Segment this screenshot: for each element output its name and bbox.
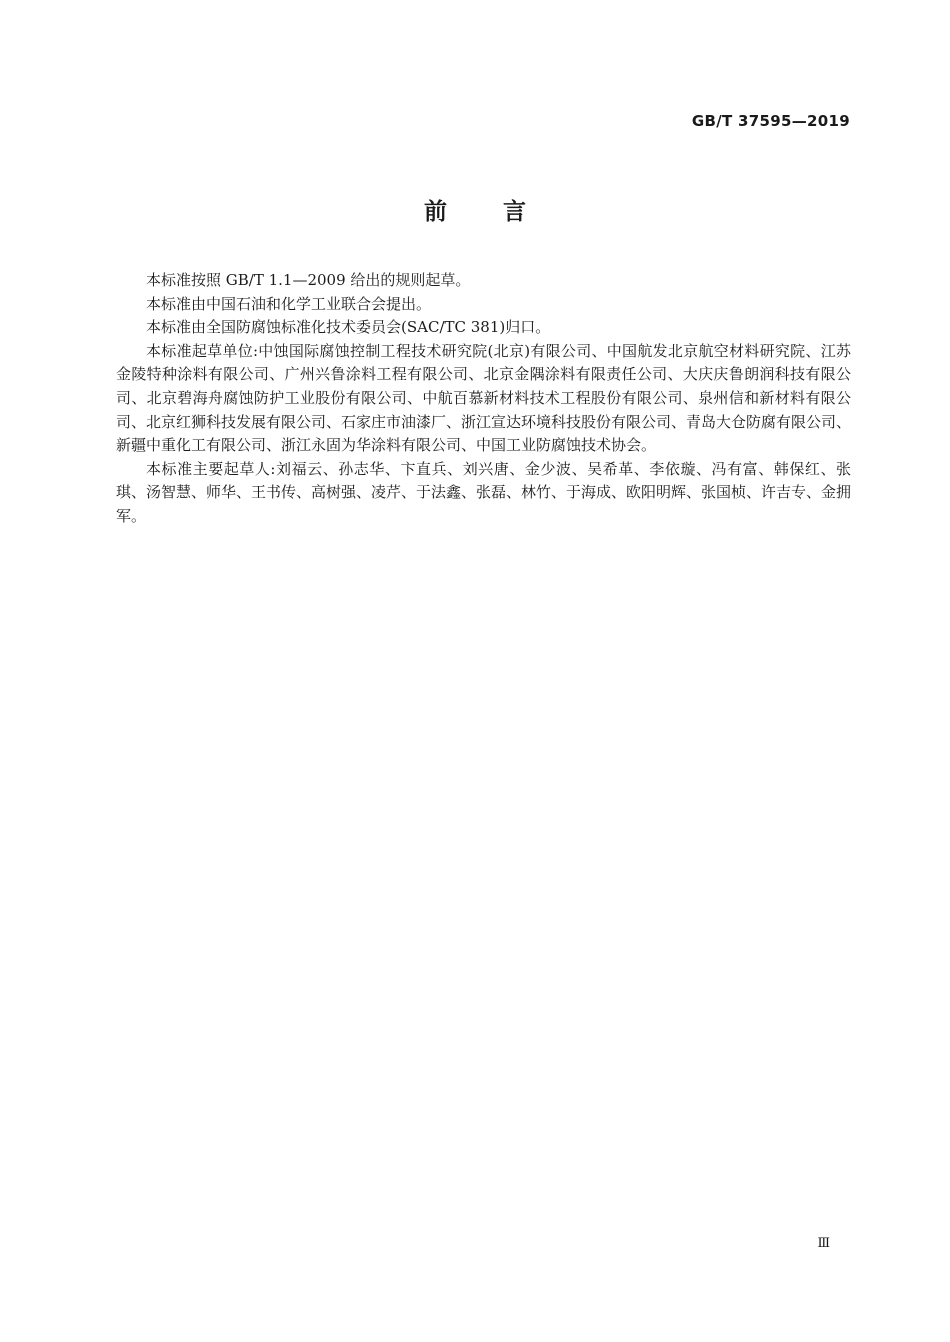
page-title: 前言 xyxy=(424,199,582,225)
page-number: Ⅲ xyxy=(817,1236,830,1251)
paragraph-drafters: 本标准主要起草人:刘福云、孙志华、卞直兵、刘兴唐、金少波、吴希革、李依璇、冯有富、韩保红、张琪、汤智慧、师华、王书传、高树强、凌芹、于法鑫、张磊、林竹、于海成、欧阳明辉、张国桢、许吉专、金拥军。 xyxy=(116,459,852,525)
paragraph-proposer: 本标准由中国石油和化学工业联合会提出。 xyxy=(146,294,432,313)
paragraph-committee: 本标准由全国防腐蚀标准化技术委员会(SAC/TC 381)归口。 xyxy=(146,318,551,337)
foreword-body xyxy=(116,269,851,529)
standard-number: GB/T 37595—2019 xyxy=(691,112,850,130)
paragraph-drafting-units: 本标准起草单位:中蚀国际腐蚀控制工程技术研究院(北京)有限公司、中国航发北京航空材料研究院、江苏金陵特种涂料有限公司、广州兴鲁涂料工程有限公司、北京金隅涂料有限责任公司、大庆庆鲁朗润科技有限公司、北京碧海舟腐蚀防护工业股份有限公司、中航百慕新材料技术工程股份有限公司、泉州信和新材料有限公司、北京红狮科技发展有限公司、石家庄市油漆厂、浙江宣达环境科技股份有限公司、青岛大仓防腐有限公司、新疆中重化工有限公司、浙江永固为华涂料有限公司、中国工业防腐蚀技术协会。 xyxy=(116,341,852,455)
paragraph-drafting-rules: 本标准按照 GB/T 1.1—2009 给出的规则起草。 xyxy=(146,271,471,289)
